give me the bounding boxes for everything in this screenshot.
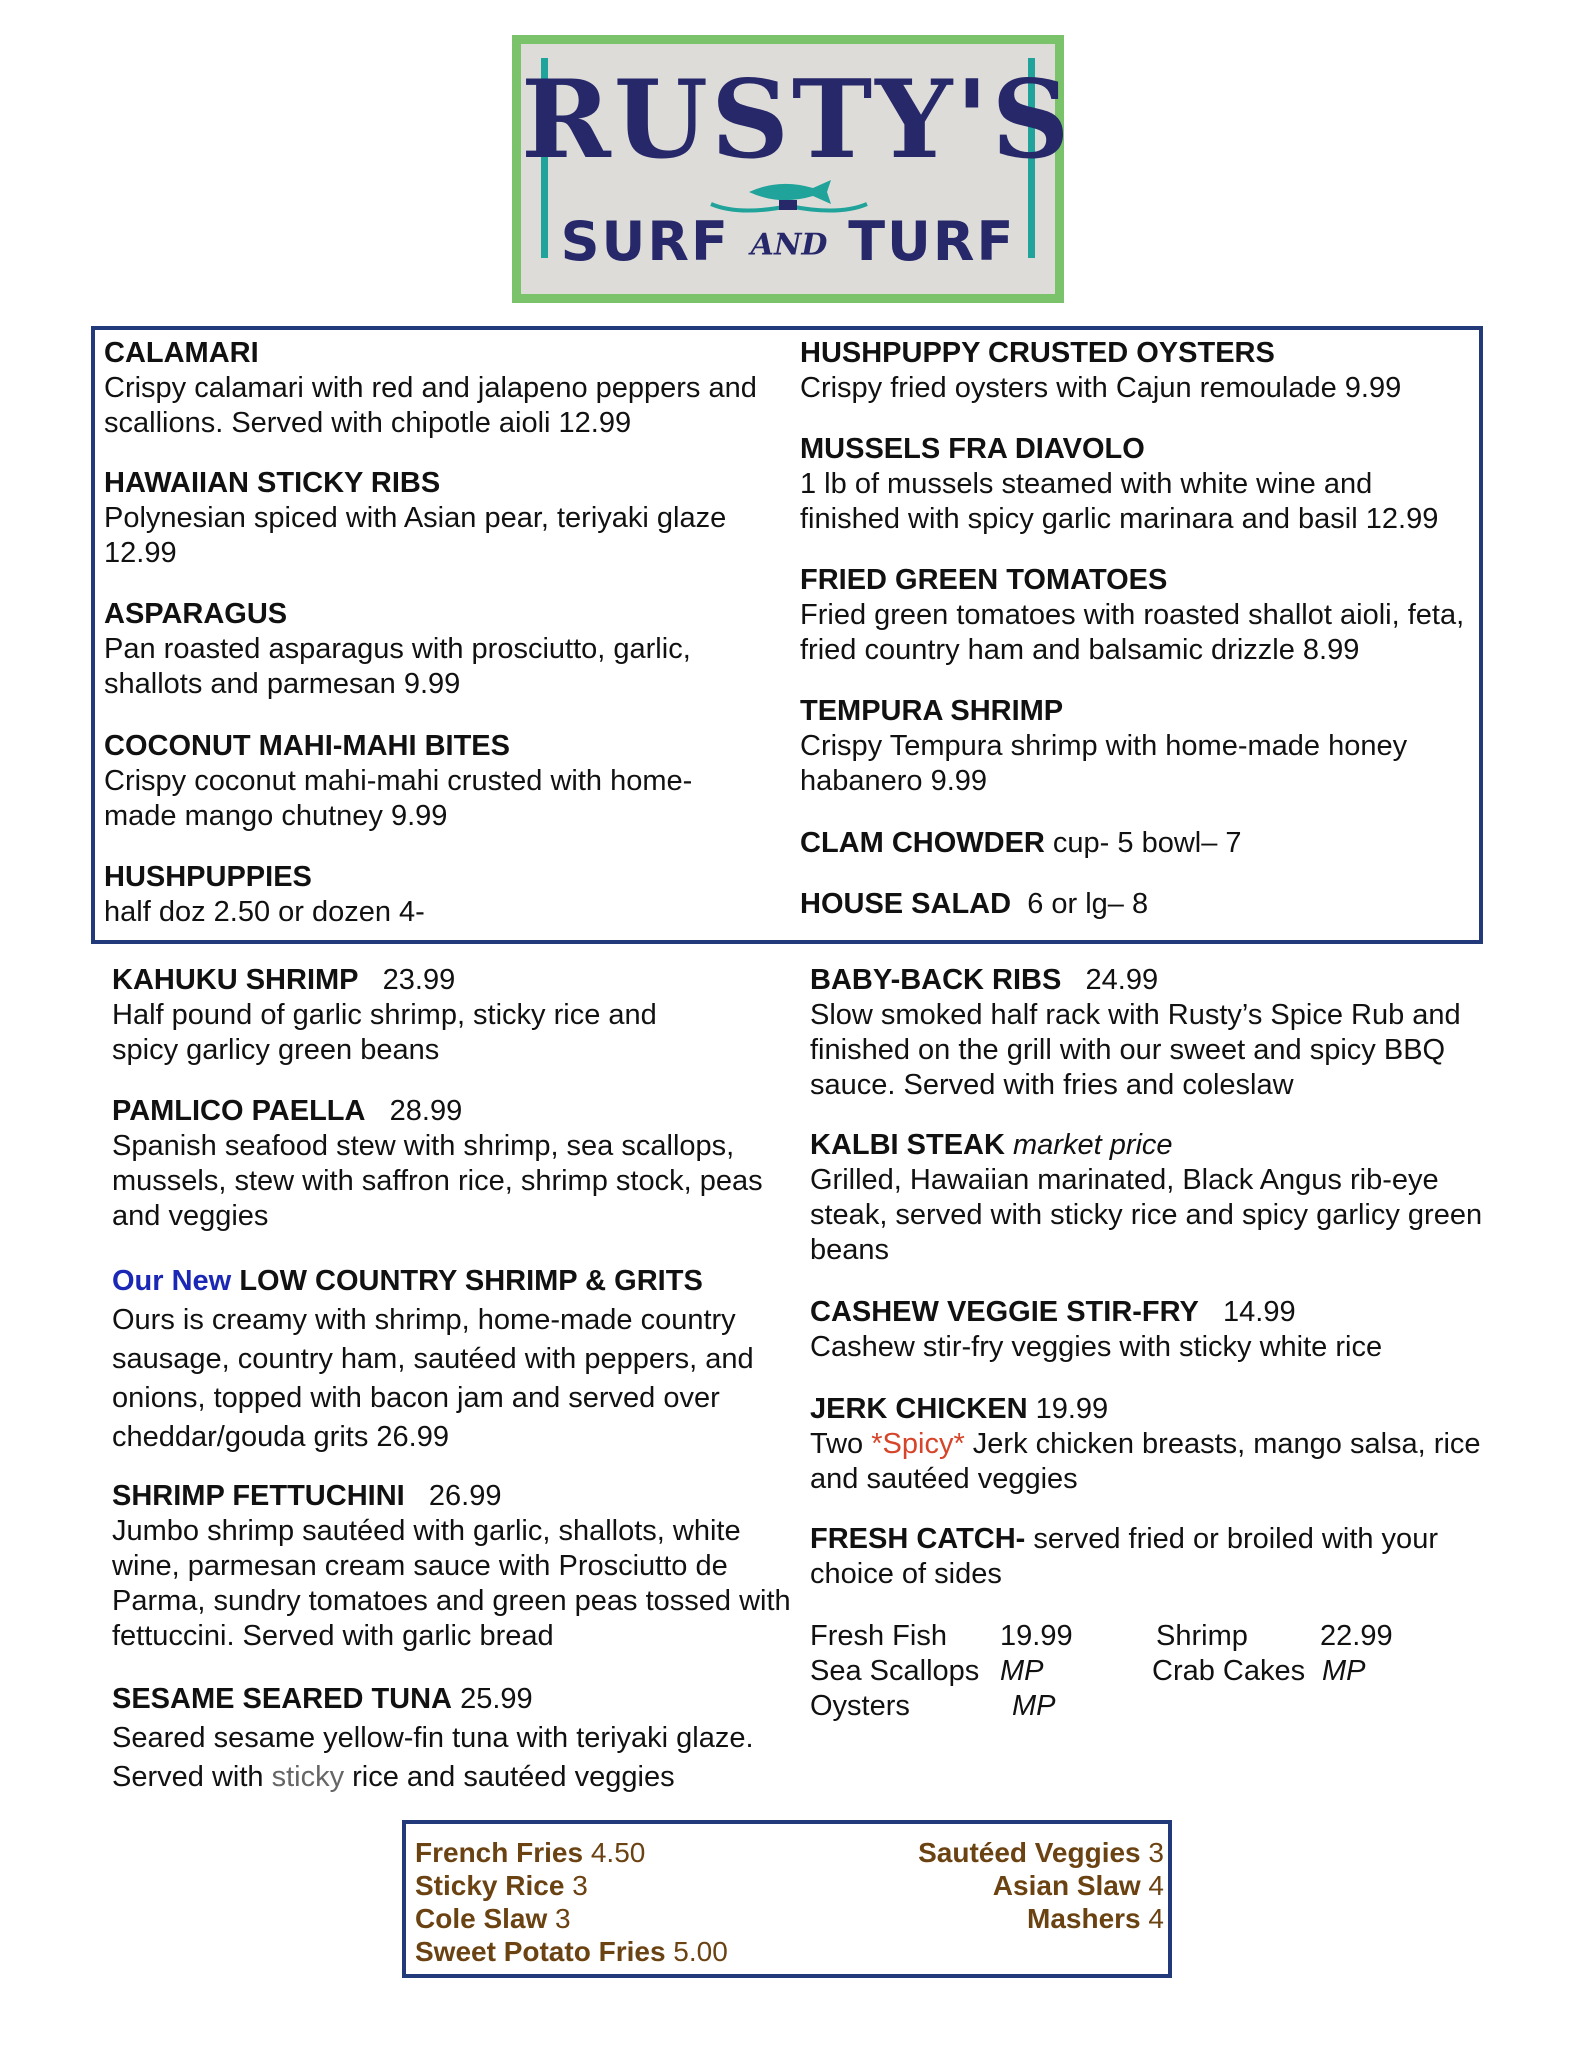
side-price: 3 xyxy=(555,1903,571,1934)
item-price: 6 or lg– 8 xyxy=(1027,888,1149,920)
side-asian-slaw xyxy=(993,1869,1164,1902)
entree-fresh-catch xyxy=(810,1522,1500,1592)
fresh-catch-sea-scallops xyxy=(810,1654,979,1689)
item-name: HUSHPUPPIES xyxy=(104,861,312,893)
item-name: HOUSE SALAD xyxy=(800,888,1012,920)
side-sauteed-veggies xyxy=(918,1836,1164,1869)
restaurant-logo xyxy=(512,35,1073,303)
item-name: FRIED GREEN TOMATOES xyxy=(800,564,1168,596)
appetizer-hawaiian-sticky-ribs xyxy=(104,466,764,571)
side-cole-slaw xyxy=(415,1902,571,1935)
side-sticky-rice xyxy=(415,1869,588,1902)
item-price: 25.99 xyxy=(460,1683,533,1715)
fresh-catch-oysters xyxy=(810,1689,910,1724)
appetizer-clam-chowder xyxy=(800,826,1470,861)
fresh-catch-sea-scallops-price: MP xyxy=(1000,1655,1044,1687)
side-name: Sticky Rice xyxy=(415,1870,565,1901)
item-desc: Pan roasted asparagus with prosciutto, garlic, shallots and parmesan 9.99 xyxy=(104,633,691,700)
appetizer-coconut-mahi-mahi xyxy=(104,729,704,834)
side-name: Asian Slaw xyxy=(992,1870,1141,1901)
item-desc: Two xyxy=(810,1428,872,1460)
side-name: Mashers xyxy=(1027,1903,1141,1934)
item-desc: Jumbo shrimp sautéed with garlic, shallots, white wine, parmesan cream sauce with Prosciutto de Parma, sundry tomatoes and green peas tossed with fettuccini. Served with garlic bread xyxy=(112,1515,791,1652)
fc-label: Shrimp xyxy=(1156,1620,1248,1652)
fc-label: Sea Scallops xyxy=(810,1655,980,1687)
item-name: LOW COUNTRY SHRIMP & GRITS xyxy=(239,1265,703,1297)
entree-cashew-veggie-stir-fry xyxy=(810,1295,1500,1365)
item-price: 28.99 xyxy=(389,1095,463,1127)
fresh-catch-shrimp-price: 22.99 xyxy=(1320,1620,1393,1652)
side-price: 3 xyxy=(572,1870,588,1901)
logo-title: RUSTY'S xyxy=(521,57,1073,183)
side-name: French Fries xyxy=(415,1837,584,1868)
logo-subtitle xyxy=(521,210,1055,273)
entree-jerk-chicken xyxy=(810,1392,1500,1497)
logo-sub-surf: SURF xyxy=(560,210,730,273)
item-name: HUSHPUPPY CRUSTED OYSTERS xyxy=(800,337,1275,369)
item-desc-end: rice and sautéed veggies xyxy=(344,1761,675,1793)
fresh-catch-fresh-fish-price: 19.99 xyxy=(1000,1620,1073,1652)
item-name: CASHEW VEGGIE STIR-FRY xyxy=(810,1296,1199,1328)
appetizer-fried-green-tomatoes xyxy=(800,563,1470,668)
fresh-catch-crab-cakes xyxy=(1152,1654,1305,1689)
item-desc: Slow smoked half rack with Rusty’s Spice Rub and finished on the grill with our sweet and spicy BBQ sauce. Served with fries and coleslaw xyxy=(810,999,1461,1101)
item-price: market price xyxy=(1013,1129,1173,1161)
new-label: Our New xyxy=(112,1265,232,1297)
item-name: SHRIMP FETTUCHINI xyxy=(112,1480,405,1512)
item-price: 26.99 xyxy=(428,1480,502,1512)
appetizer-house-salad xyxy=(800,887,1470,922)
logo-sub-turf: TURF xyxy=(848,210,1016,273)
entree-shrimp-and-grits xyxy=(112,1262,798,1457)
appetizer-tempura-shrimp xyxy=(800,694,1470,799)
item-name: TEMPURA SHRIMP xyxy=(800,695,1064,727)
fresh-catch-crab-cakes-price: MP xyxy=(1322,1655,1366,1687)
item-name: BABY-BACK RIBS xyxy=(810,964,1062,996)
item-name: JERK CHICKEN xyxy=(810,1393,1028,1425)
item-desc: Crispy calamari with red and jalapeno peppers and scallions. Served with chipotle aioli 12.99 xyxy=(104,372,757,439)
side-mashers xyxy=(1027,1902,1164,1935)
logo-sub-and: AND xyxy=(750,227,828,263)
side-french-fries xyxy=(415,1836,645,1869)
entree-shrimp-fettuchini xyxy=(112,1479,798,1654)
entree-kahuku-shrimp xyxy=(112,963,712,1068)
item-price: 19.99 xyxy=(1035,1393,1109,1425)
item-name: SESAME SEARED TUNA xyxy=(112,1683,452,1715)
item-desc-end: Jerk chicken breasts, mango salsa, rice and sautéed veggies xyxy=(810,1428,1481,1495)
side-price: 4 xyxy=(1148,1903,1164,1934)
item-name: COCONUT MAHI-MAHI BITES xyxy=(104,730,510,762)
appetizer-hushpuppy-oysters xyxy=(800,336,1470,406)
side-price: 4.50 xyxy=(590,1837,646,1868)
appetizer-hushpuppies xyxy=(104,860,764,930)
side-name: Sweet Potato Fries xyxy=(415,1936,666,1967)
item-desc: Ours is creamy with shrimp, home-made country sausage, country ham, sautéed with peppers, and onions, topped with bacon jam and served over cheddar/gouda grits 26.99 xyxy=(112,1304,754,1453)
item-desc: Grilled, Hawaiian marinated, Black Angus rib-eye steak, served with sticky rice and spicy garlicy green beans xyxy=(810,1164,1483,1266)
item-name: CLAM CHOWDER xyxy=(800,827,1045,859)
item-desc: served fried or broiled with your choice of sides xyxy=(810,1523,1438,1590)
entree-sesame-seared-tuna xyxy=(112,1680,798,1797)
entree-baby-back-ribs xyxy=(810,963,1500,1103)
item-name: HAWAIIAN STICKY RIBS xyxy=(104,467,441,499)
fc-label: Crab Cakes xyxy=(1152,1655,1306,1687)
fresh-catch-oysters-price: MP xyxy=(1012,1690,1056,1722)
appetizer-asparagus xyxy=(104,597,764,702)
item-name: CALAMARI xyxy=(104,337,259,369)
fc-label: Fresh Fish xyxy=(810,1620,947,1652)
item-desc: Seared sesame yellow-fin tuna with teriyaki glaze. Served with xyxy=(112,1722,754,1793)
item-desc: half doz 2.50 or dozen 4- xyxy=(104,896,425,928)
fc-label: Oysters xyxy=(810,1690,910,1722)
item-name: MUSSELS FRA DIAVOLO xyxy=(800,433,1145,465)
side-name: Sautéed Veggies xyxy=(918,1837,1141,1868)
item-desc: Fried green tomatoes with roasted shallot aioli, feta, fried country ham and balsamic drizzle 8.99 xyxy=(800,599,1465,666)
entree-pamlico-paella xyxy=(112,1094,798,1234)
fresh-catch-shrimp xyxy=(1156,1619,1248,1654)
side-price: 3 xyxy=(1148,1837,1164,1868)
item-name: FRESH CATCH- xyxy=(810,1523,1026,1555)
item-desc: Crispy Tempura shrimp with home-made honey habanero 9.99 xyxy=(800,730,1408,797)
item-name: KAHUKU SHRIMP xyxy=(112,964,359,996)
item-desc: 1 lb of mussels steamed with white wine and finished with spicy garlic marinara and basil 12.99 xyxy=(800,468,1439,535)
item-name: KALBI STEAK xyxy=(810,1129,1005,1161)
entree-kalbi-steak xyxy=(810,1128,1500,1268)
item-desc: Half pound of garlic shrimp, sticky rice and spicy garlicy green beans xyxy=(112,999,657,1066)
item-desc: Crispy coconut mahi-mahi crusted with home-made mango chutney 9.99 xyxy=(104,765,693,832)
item-desc: Crispy fried oysters with Cajun remoulade 9.99 xyxy=(800,372,1402,404)
fresh-catch-fresh-fish xyxy=(810,1619,947,1654)
side-sweet-potato-fries xyxy=(415,1935,728,1968)
item-name: ASPARAGUS xyxy=(104,598,288,630)
side-price: 4 xyxy=(1148,1870,1164,1901)
side-price: 5.00 xyxy=(673,1936,728,1967)
item-desc: Cashew stir-fry veggies with sticky white rice xyxy=(810,1331,1383,1363)
item-price: 24.99 xyxy=(1085,964,1159,996)
side-name: Cole Slaw xyxy=(415,1903,548,1934)
logo-panel xyxy=(521,44,1073,294)
item-desc: Polynesian spiced with Asian pear, teriyaki glaze 12.99 xyxy=(104,502,727,569)
item-price: 14.99 xyxy=(1223,1296,1296,1328)
spicy-label: *Spicy* xyxy=(871,1428,965,1460)
item-desc-grey: sticky xyxy=(271,1761,345,1793)
appetizer-calamari xyxy=(104,336,764,441)
item-desc: Spanish seafood stew with shrimp, sea scallops, mussels, stew with saffron rice, shrimp stock, peas and veggies xyxy=(112,1130,763,1232)
appetizer-mussels-fra-diavolo xyxy=(800,432,1480,537)
item-price: 23.99 xyxy=(382,964,456,996)
item-price: cup- 5 bowl– 7 xyxy=(1052,827,1242,859)
item-name: PAMLICO PAELLA xyxy=(112,1095,366,1127)
